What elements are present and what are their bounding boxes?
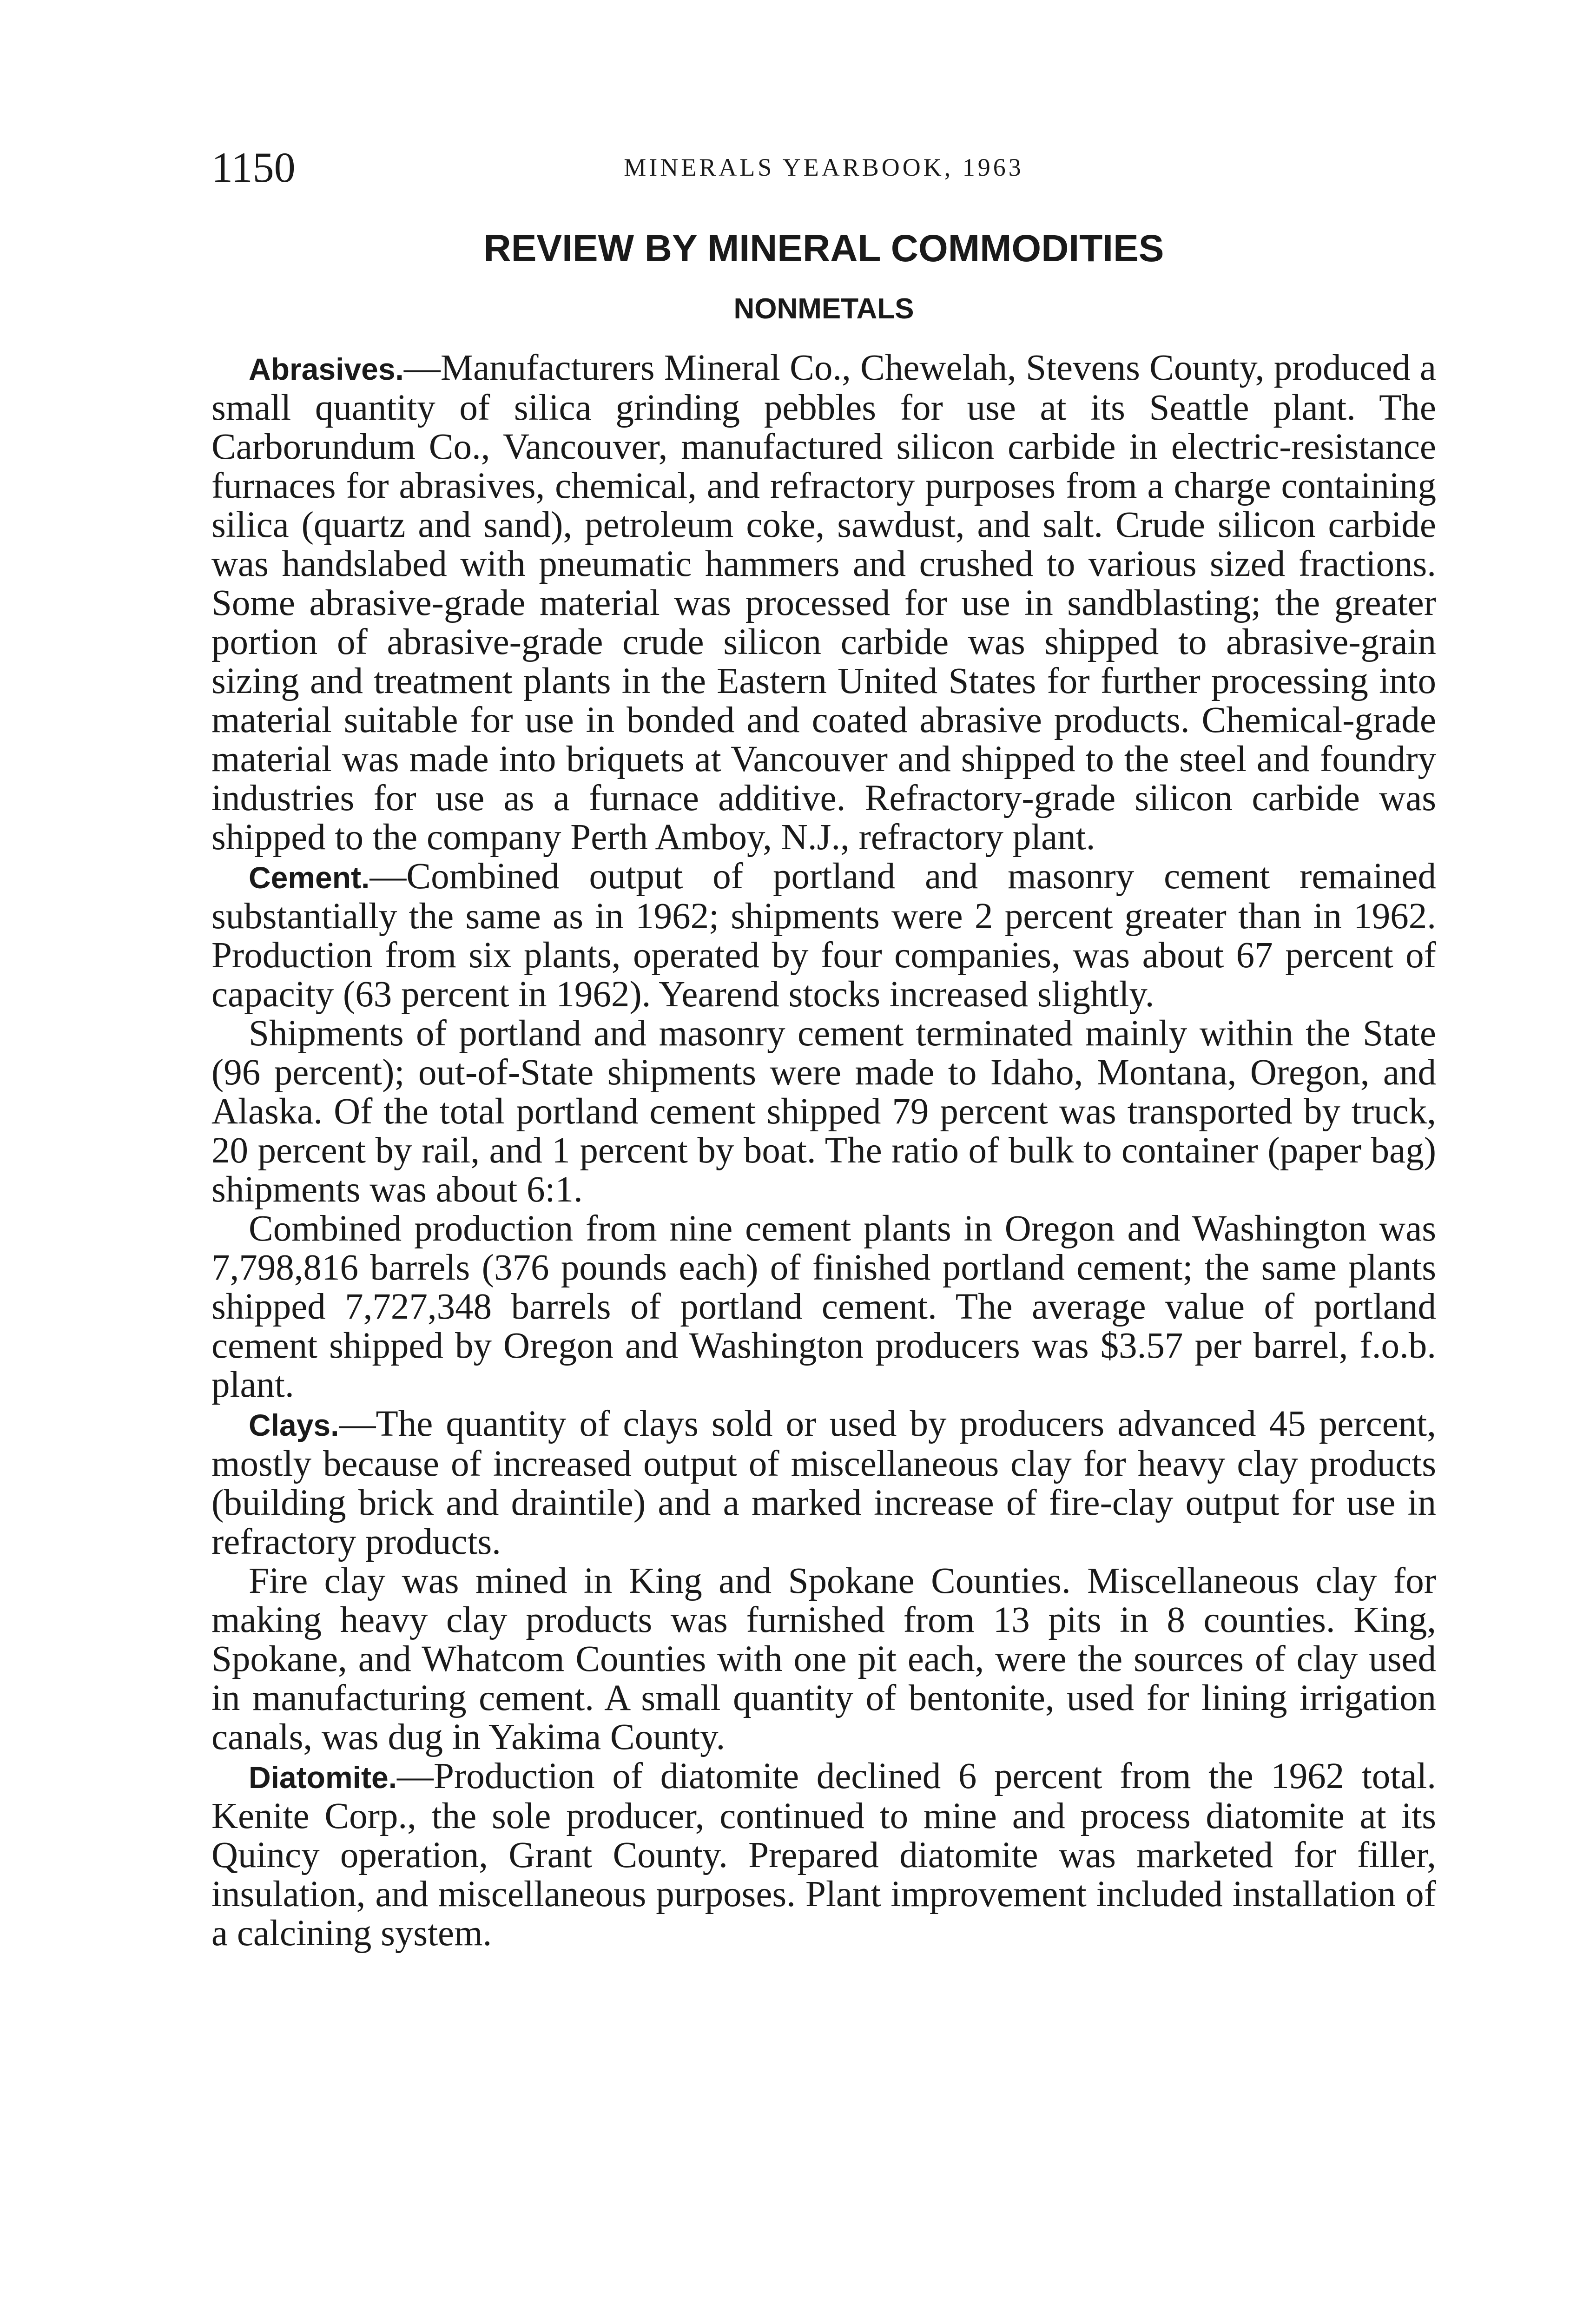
paragraph-lead: Clays. xyxy=(249,1408,339,1442)
paragraph-diatomite xyxy=(211,1757,1436,1953)
paragraph-clays xyxy=(211,1405,1436,1562)
running-title: MINERALS YEARBOOK, 1963 xyxy=(624,153,1024,181)
paragraph-lead: Cement. xyxy=(249,860,370,895)
paragraph-text: Combined production from nine cement plants in Oregon and Washington was 7,798,816 barrels (376 pounds each) of finished portland cement; the same plants shipped 7,727,348 barrels of portland cement. The average value of portland cement shipped by Oregon and Washington producers was $3.57 per barrel, f.o.b. plant. xyxy=(211,1208,1436,1405)
paragraph-text: Fire clay was mined in King and Spokane Counties. Miscellaneous clay for making heavy clay products was furnished from 13 pits in 8 counties. King, Spokane, and Whatcom Counties with one pit each, were the sources of clay used in manufacturing cement. A small quantity of bentonite, used for lining irrigation canals, was dug in Yakima County. xyxy=(211,1561,1436,1757)
paragraph-text: —Manufacturers Mineral Co., Chewelah, Stevens County, produced a small quantity of silica grinding pebbles for use at its Seattle plant. The Carborundum Co., Vancouver, manufactured silicon carbide in electric-resistance furnaces for abrasives, chemical, and refractory purposes from a charge containing silica (quartz and sand), petroleum coke, sawdust, and salt. Crude silicon carbide was handslabed with pneumatic hammers and crushed to various sized fractions. Some abrasive-grade material was processed for use in sandblasting; the greater portion of abrasive-grade crude silicon carbide was shipped to abrasive-grain sizing and treatment plants in the Eastern United States for further processing into material suitable for use in bonded and coated abrasive products. Chemical-grade material was made into briquets at Vancouver and shipped to the steel and foundry industries for use as a furnace additive. Refractory-grade silicon carbide was shipped to the company Perth Amboy, N.J., refractory plant. xyxy=(211,348,1436,858)
paragraph-text: —Production of diatomite declined 6 percent from the 1962 total. Kenite Corp., the sole producer, continued to mine and process diatomite at its Quincy operation, Grant County. Prepared diatomite was marketed for filler, insulation, and miscellaneous purposes. Plant improvement included installation of a calcining system. xyxy=(211,1756,1436,1954)
paragraph-cement xyxy=(211,857,1436,1014)
paragraph-cement-shipments xyxy=(211,1014,1436,1209)
subsection-title: NONMETALS xyxy=(733,293,914,325)
paragraph-cement-production xyxy=(211,1209,1436,1405)
paragraph-text: —Combined output of portland and masonry cement remained substantially the same as in 1962; shipments were 2 percent greater than in 1962. Production from six plants, operated by four companies, was about 67 percent of capacity (63 percent in 1962). Yearend stocks increased slightly. xyxy=(211,856,1436,1015)
paragraph-text: Shipments of portland and masonry cement terminated mainly within the State (96 percent); out-of-State shipments were made to Idaho, Montana, Oregon, and Alaska. Of the total portland cement shipped 79 percent was transported by truck, 20 percent by rail, and 1 percent by boat. The ratio of bulk to container (paper bag) shipments was about 6:1. xyxy=(211,1013,1436,1210)
paragraph-lead: Diatomite. xyxy=(249,1760,397,1795)
paragraph-lead: Abrasives. xyxy=(249,352,404,386)
body-text xyxy=(211,349,1436,1953)
page-number: 1150 xyxy=(211,144,296,191)
paragraph-text: —The quantity of clays sold or used by producers advanced 45 percent, mostly because of increased output of miscellaneous clay for heavy clay products (building brick and draintile) and a marked increase of fire-clay output for use in refractory products. xyxy=(211,1404,1436,1562)
paragraph-fire-clay xyxy=(211,1562,1436,1757)
document-page xyxy=(211,139,1436,1953)
paragraph-abrasives xyxy=(211,349,1436,857)
section-title: REVIEW BY MINERAL COMMODITIES xyxy=(483,227,1164,270)
running-header xyxy=(211,139,1436,195)
